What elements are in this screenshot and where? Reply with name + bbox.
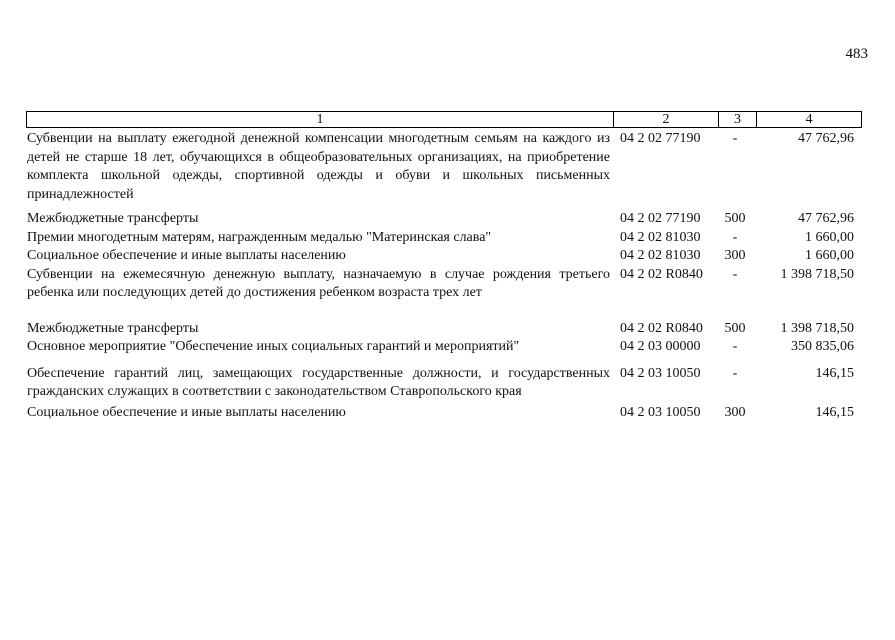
table-row bbox=[27, 210, 859, 229]
table-row bbox=[27, 365, 859, 402]
table-body bbox=[27, 130, 859, 422]
row-type: - bbox=[732, 131, 738, 146]
row-name: Субвенции на ежемесячную денежную выплату, назначаемую в случае рождения третьего ребенка или последующих детей до достижения ребенком возраста трех лет bbox=[27, 266, 610, 300]
row-code: 04 2 03 00000 bbox=[620, 339, 701, 354]
table-row bbox=[27, 338, 859, 357]
row-code: 04 2 02 77190 bbox=[620, 211, 701, 226]
table-row bbox=[27, 130, 859, 204]
row-amount: 1 398 718,50 bbox=[780, 266, 854, 282]
row-code: 04 2 02 R0840 bbox=[620, 266, 703, 282]
row-type: - bbox=[732, 266, 738, 282]
table-row bbox=[27, 229, 859, 248]
row-code: 04 2 02 77190 bbox=[620, 131, 701, 146]
table-row bbox=[27, 404, 859, 423]
row-code: 04 2 02 81030 bbox=[620, 229, 701, 245]
header-col-3: 3 bbox=[719, 112, 757, 128]
row-name: Социальное обеспечение и иные выплаты населению bbox=[27, 404, 346, 420]
row-type: 500 bbox=[724, 211, 746, 226]
row-name: Основное мероприятие "Обеспечение иных социальных гарантий и мероприятий" bbox=[27, 339, 520, 354]
page-number: 483 bbox=[845, 46, 868, 62]
row-amount: 1 660,00 bbox=[805, 229, 854, 245]
row-type: 300 bbox=[724, 248, 746, 263]
table-row bbox=[27, 320, 859, 339]
row-amount: 146,15 bbox=[815, 365, 854, 381]
header-col-1: 1 bbox=[27, 112, 614, 128]
table-header bbox=[26, 111, 862, 128]
row-name: Премии многодетным матерям, награжденным медалью "Материнская слава" bbox=[27, 229, 492, 245]
row-type: - bbox=[732, 229, 738, 245]
row-type: - bbox=[732, 339, 738, 354]
row-amount: 350 835,06 bbox=[791, 339, 854, 354]
row-amount: 146,15 bbox=[815, 404, 854, 420]
row-name: Субвенции на выплату ежегодной денежной компенсации многодетным семьям на каждого из детей не старше 18 лет, обучающихся в общеобразовательных организациях, на приобретение комплекта школьной одежды, спортивной одежды и обуви и школьных письменных принадлежностей bbox=[27, 131, 610, 202]
row-name: Межбюджетные трансферты bbox=[27, 320, 199, 336]
header-col-2: 2 bbox=[614, 112, 719, 128]
row-code: 04 2 03 10050 bbox=[620, 365, 701, 381]
row-amount: 47 762,96 bbox=[798, 131, 854, 146]
row-amount: 1 398 718,50 bbox=[780, 320, 854, 336]
row-name: Социальное обеспечение и иные выплаты населению bbox=[27, 248, 346, 263]
row-type: - bbox=[732, 365, 738, 381]
row-code: 04 2 02 81030 bbox=[620, 248, 701, 263]
table-row bbox=[27, 247, 859, 266]
row-code: 04 2 02 R0840 bbox=[620, 320, 703, 336]
row-amount: 47 762,96 bbox=[798, 211, 854, 226]
header-col-4: 4 bbox=[757, 112, 862, 128]
row-code: 04 2 03 10050 bbox=[620, 404, 701, 420]
row-name: Обеспечение гарантий лиц, замещающих государственные должности, и государственных гражданских служащих в соответствии с законодательством Ставропольского края bbox=[27, 365, 610, 399]
table-row bbox=[27, 266, 859, 303]
row-name: Межбюджетные трансферты bbox=[27, 211, 199, 226]
row-type: 500 bbox=[724, 320, 746, 336]
row-amount: 1 660,00 bbox=[805, 248, 854, 263]
row-type: 300 bbox=[724, 404, 746, 420]
